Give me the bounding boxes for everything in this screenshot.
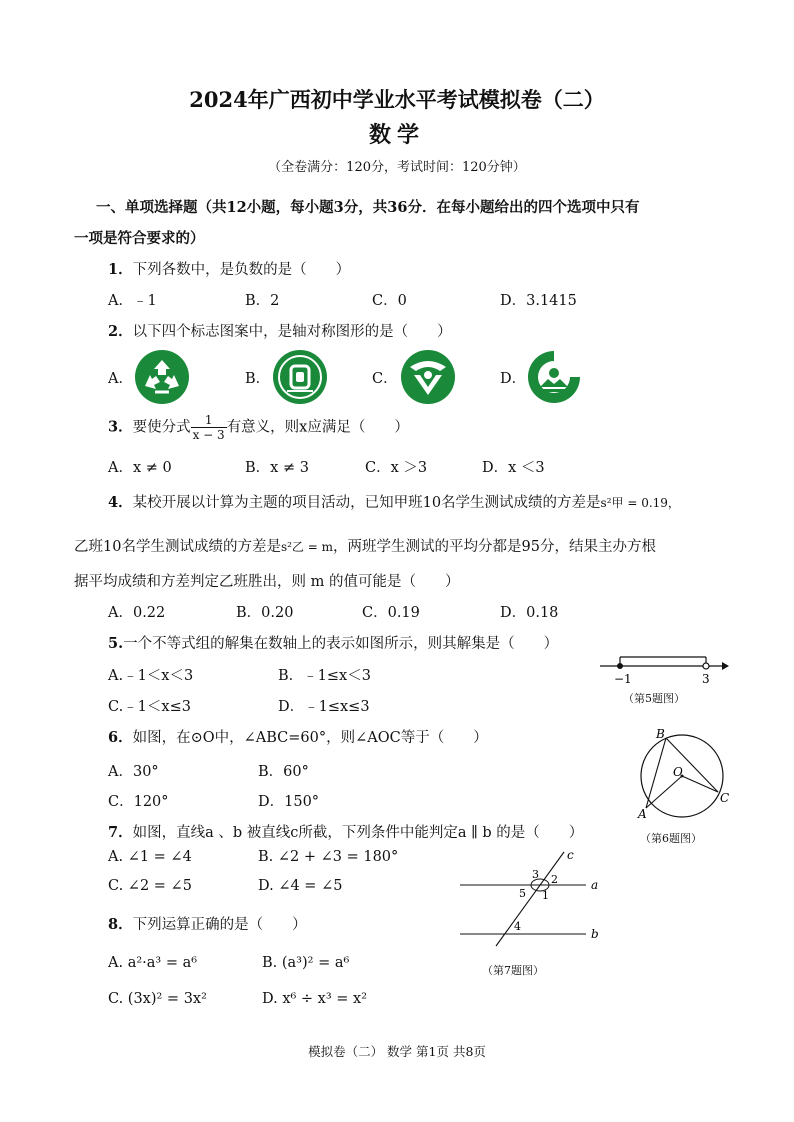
label-minus-one: −1 — [614, 672, 632, 686]
question-stem: 下列运算正确的是（ ） — [132, 917, 307, 933]
point-c-label: C — [720, 791, 730, 805]
section-heading-line1: 一、单项选择题（共12小题，每小题3分，共36分．在每小题给出的四个选项中只有 — [96, 199, 640, 216]
green-food-logo-icon — [400, 349, 456, 405]
q7-option-b: B. ∠2 + ∠3 = 180° — [258, 849, 399, 865]
q5-option-d: D．﹣1≤x≤3 — [278, 699, 370, 715]
q2-option-c: C． — [372, 371, 398, 387]
figure-5-caption: （第5题图） — [623, 692, 685, 705]
q2-option-b: B． — [245, 371, 271, 387]
q4-option-c: C．0.19 — [362, 605, 420, 621]
q8-option-b: B. (a³)² = a⁶ — [262, 955, 350, 971]
line-c-label: c — [567, 848, 574, 862]
q4-option-a: A．0.22 — [108, 605, 166, 621]
question-stem: 某校开展以计算为主题的项目活动，已知甲班10名学生测试成绩的方差是 — [132, 495, 601, 511]
question-4-line1 — [108, 491, 680, 512]
q7-option-c: C. ∠2 = ∠5 — [108, 878, 192, 894]
question-4-line3: 据平均成绩和方差判定乙班胜出，则 m 的值可能是（ ） — [74, 574, 460, 590]
question-stem: ，两班学生测试的平均分都是95分，结果主办方根 — [333, 539, 656, 555]
question-7 — [108, 821, 583, 842]
variance-jia: s²甲 = 0.19， — [600, 496, 680, 510]
question-3 — [108, 413, 409, 442]
label-three: 3 — [702, 672, 710, 686]
question-stem: 如图，直线a 、b 被直线c所截，下列条件中能判定a ∥ b 的是（ ） — [132, 825, 584, 841]
angle-2-label: 2 — [551, 873, 558, 886]
question-number: 3． — [108, 418, 133, 436]
variance-yi: s²乙 = m — [280, 540, 333, 554]
q2-option-a: A． — [108, 371, 133, 387]
question-number: 6． — [108, 729, 133, 746]
q1-option-b: B．2 — [245, 293, 280, 309]
figure-7-caption: （第7题图） — [482, 964, 544, 977]
question-number: 2． — [108, 323, 133, 340]
point-o-label: O — [673, 765, 683, 779]
question-stem: 以下四个标志图案中，是轴对称图形的是（ ） — [132, 324, 452, 340]
q5-option-b: B．﹣1≤x＜3 — [278, 668, 371, 684]
q5-option-a: A.﹣1＜x＜3 — [108, 668, 194, 684]
question-number: 5. — [108, 635, 124, 652]
q8-option-c: C. (3x)² = 3x² — [108, 991, 207, 1007]
q4-option-b: B．0.20 — [236, 605, 294, 621]
angle-5-label: 5 — [519, 887, 526, 900]
q3-option-a: A．x ≠ 0 — [108, 460, 172, 476]
q4-option-d: D．0.18 — [500, 605, 559, 621]
subject-heading: 数学 — [368, 122, 425, 148]
line-c — [496, 852, 564, 946]
question-4-line2 — [74, 535, 656, 556]
question-6 — [108, 726, 488, 747]
q7-option-a: A. ∠1 = ∠4 — [108, 849, 192, 865]
question-number: 7． — [108, 824, 133, 841]
page-footer: 模拟卷（二） 数学 第1页 共8页 — [308, 1044, 486, 1059]
q6-option-c: C．120° — [108, 794, 169, 810]
q1-option-c: C．0 — [372, 293, 407, 309]
section-heading-line2: 一项是符合要求的） — [74, 230, 205, 247]
number-line-figure — [598, 652, 730, 686]
q6-option-d: D．150° — [258, 794, 320, 810]
question-stem-pre: 要使分式 — [132, 419, 191, 436]
question-8 — [108, 913, 307, 934]
question-stem: 下列各数中，是负数的是（ ） — [132, 262, 351, 278]
question-5 — [108, 632, 558, 653]
question-number: 1． — [108, 261, 133, 278]
q6-option-b: B．60° — [258, 764, 309, 780]
circle-figure — [630, 726, 742, 826]
mountain-logo-icon — [526, 349, 582, 405]
q3-option-d: D．x ＜3 — [482, 460, 545, 476]
q7-option-d: D. ∠4 = ∠5 — [258, 878, 343, 894]
fraction — [191, 413, 227, 442]
parallel-lines-figure — [456, 848, 606, 948]
question-2 — [108, 320, 452, 341]
angle-1-label: 1 — [542, 889, 549, 902]
axis-arrow-icon — [722, 662, 729, 670]
question-1 — [108, 258, 350, 279]
angle-3-label: 3 — [532, 868, 539, 881]
line-b-label: b — [591, 927, 599, 941]
fraction-numerator: 1 — [191, 413, 227, 428]
question-stem-post: 有意义，则x应满足（ ） — [226, 419, 409, 436]
q8-option-a: A. a²·a³ = a⁶ — [108, 955, 198, 971]
question-number: 8． — [108, 916, 133, 933]
q8-option-d: D. x⁶ ÷ x³ = x² — [262, 991, 368, 1007]
point-a-label: A — [638, 807, 647, 821]
fraction-denominator: x − 3 — [192, 428, 225, 442]
line-a-label: a — [591, 878, 599, 892]
q1-option-d: D．3.1415 — [500, 293, 577, 309]
q3-option-b: B．x ≠ 3 — [245, 460, 309, 476]
question-stem: 乙班10名学生测试成绩的方差是 — [74, 539, 281, 555]
figure-6-caption: （第6题图） — [640, 832, 702, 845]
page-title: 2024年广西初中学业水平考试模拟卷（二） — [189, 87, 605, 112]
open-point — [703, 663, 709, 669]
closed-point — [617, 663, 623, 669]
q2-option-d: D． — [500, 371, 527, 387]
q5-option-c: C.﹣1＜x≤3 — [108, 699, 191, 715]
question-number: 4． — [108, 494, 133, 511]
question-stem: 如图，在⊙O中，∠ABC=60°，则∠AOC等于（ ） — [132, 730, 488, 746]
recycle-logo-icon — [134, 349, 190, 405]
angle-4-label: 4 — [514, 920, 521, 933]
point-b-label: B — [656, 727, 665, 741]
question-stem: 一个不等式组的解集在数轴上的表示如图所示，则其解集是（ ） — [123, 636, 559, 652]
q1-option-a: A．﹣1 — [108, 293, 157, 309]
q6-option-a: A．30° — [108, 764, 159, 780]
bank-logo-icon — [272, 349, 328, 405]
q3-option-c: C．x ＞3 — [365, 460, 428, 476]
exam-info: （全卷满分：120分，考试时间：120分钟） — [268, 160, 526, 175]
